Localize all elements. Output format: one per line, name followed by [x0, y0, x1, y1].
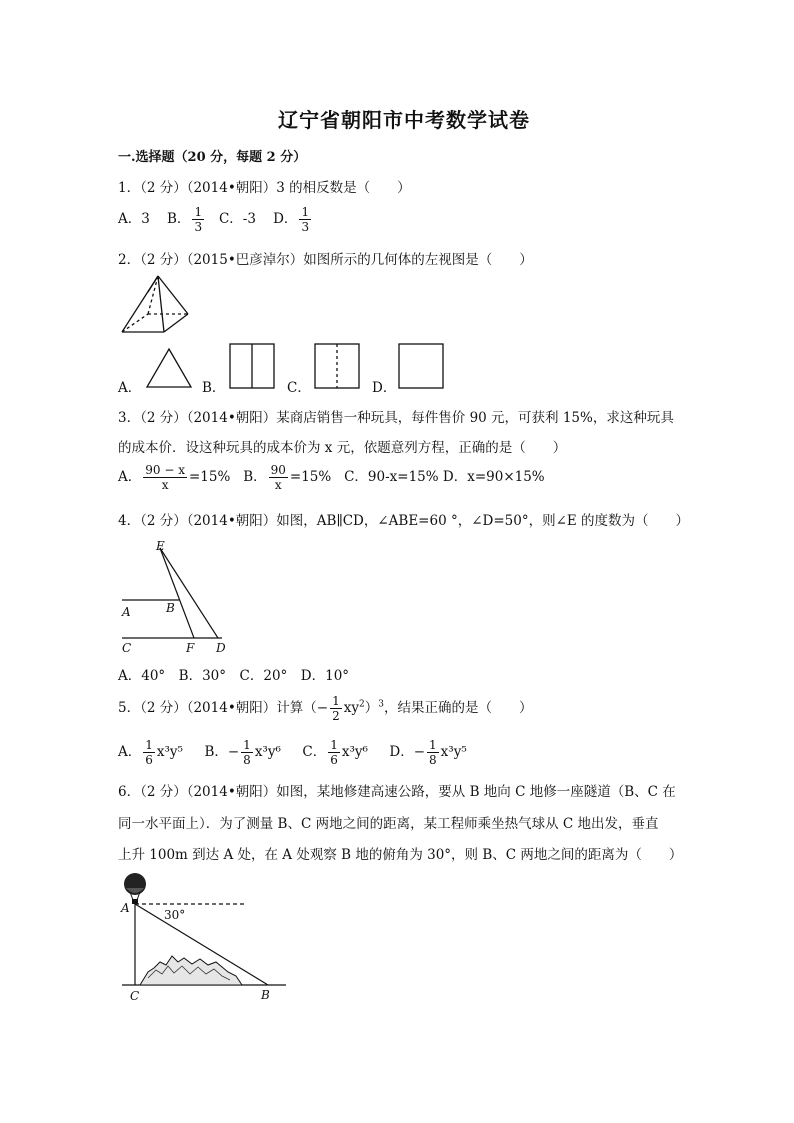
q3-b-fraction: $\frac{90}{x}$ — [270, 463, 286, 492]
q4-stem: 4．（2 分）（2014•朝阳）如图，AB∥CD，∠ABE=60 °，∠D=50°，则∠E 的度数为（ ） — [118, 513, 690, 529]
label-C: C — [130, 989, 140, 1003]
q5-stem: 5．（2 分）（2014•朝阳）计算（− $\frac{1}{2}$ $xy^2)^3$，结果正确的是（ ） — [118, 694, 533, 723]
q6-balloon-figure — [118, 870, 298, 1005]
q5-c-frac: $\frac{1}{6}$ — [330, 738, 338, 767]
q5-a-frac: $\frac{1}{6}$ — [145, 738, 153, 767]
q2-option-a: A． — [118, 380, 142, 396]
q2-option-b: B． — [202, 380, 226, 396]
q5-option-d: D．− — [389, 744, 426, 760]
q5-option-c: C． — [302, 744, 327, 760]
q3-stem-line1: 3．（2 分）（2014•朝阳）某商店销售一种玩具，每件售价 90 元，可获利 15%，求这种玩具 — [118, 410, 674, 426]
hot-air-balloon-icon — [124, 873, 146, 904]
q2-rect-dashed-line-shape — [313, 342, 363, 390]
q1-option-b: B． — [167, 211, 191, 227]
q5-stem-post: ） — [364, 700, 379, 716]
q2-option-c: C． — [287, 380, 311, 396]
q5-stem-mid: xy — [343, 700, 359, 716]
label-B: B — [166, 601, 175, 615]
q2-rect-plain-shape — [397, 342, 447, 390]
q6-stem-line3: 上升 100m 到达 A 处，在 A 处观察 B 地的俯角为 30°，则 B、C 两地之间的距离为（ ） — [118, 847, 683, 863]
q2-prism-figure — [118, 272, 198, 338]
q3-a-tail: =15% — [188, 469, 231, 485]
label-D: D — [216, 641, 226, 655]
label-B: B — [261, 988, 270, 1002]
label-A: A — [121, 901, 130, 915]
label-A: A — [122, 605, 131, 619]
q5-a-expr: x³y⁵ — [156, 744, 183, 760]
q1-d-fraction: $\frac{1}{3}$ — [301, 205, 310, 234]
q3-option-b: B． — [243, 469, 267, 485]
q3-b-tail: =15% — [289, 469, 332, 485]
q5-options — [118, 738, 467, 767]
q3-a-fraction: $\frac{90 - x}{x}$ — [145, 463, 185, 492]
q1-stem: 1．（2 分）（2014•朝阳）3 的相反数是（ ） — [118, 180, 411, 196]
q6-stem-line2: 同一水平面上）．为了测量 B、C 两地之间的距离，某工程师乘坐热气球从 C 地出发，垂直 — [118, 816, 659, 832]
q3-stem-line2: 的成本价．设这种玩具的成本价为 x 元，依题意列方程，正确的是（ ） — [118, 440, 567, 456]
q1-options — [118, 205, 313, 234]
q1-b-fraction: $\frac{1}{3}$ — [194, 205, 203, 234]
label-C: C — [122, 641, 132, 655]
q2-triangle-shape — [144, 346, 194, 390]
q4-options: A．40° B．30° C．20° D．10° — [118, 668, 350, 684]
label-F: F — [186, 641, 195, 655]
section-heading: 一.选择题（20 分，每题 2 分） — [118, 150, 307, 165]
q2-stem: 2．（2 分）（2015•巴彦淖尔）如图所示的几何体的左视图是（ ） — [118, 252, 533, 268]
q1-option-c: C．-3 — [218, 211, 256, 227]
q5-option-b: B．− — [204, 744, 240, 760]
q1-option-a: A．3 — [118, 211, 150, 227]
q3-option-a: A． — [118, 469, 142, 485]
page-title: 辽宁省朝阳市中考数学试卷 — [278, 108, 530, 132]
q5-frac: $\frac{1}{2}$ — [332, 694, 340, 723]
q3-options — [118, 463, 545, 492]
angle-label: 30° — [164, 908, 186, 922]
q5-stem-tail: ，结果正确的是（ ） — [383, 700, 533, 716]
q5-stem-pre: 5．（2 分）（2014•朝阳）计算（− — [118, 700, 329, 716]
q5-c-expr: x³y⁶ — [341, 744, 368, 760]
label-E: E — [156, 539, 165, 553]
q6-stem-line1: 6．（2 分）（2014•朝阳）如图，某地修建高速公路，要从 B 地向 C 地修一座隧道（B、C 在 — [118, 784, 676, 800]
q4-parallel-lines-figure — [118, 536, 238, 656]
q5-option-a: A． — [118, 744, 142, 760]
q1-option-d: D． — [273, 211, 298, 227]
q3-option-d: D．x=90×15% — [442, 469, 545, 485]
q5-b-frac: $\frac{1}{8}$ — [243, 738, 251, 767]
q5-d-expr: x³y⁵ — [440, 744, 467, 760]
q3-option-c: C．90-x=15% — [344, 469, 439, 485]
q5-d-frac: $\frac{1}{8}$ — [429, 738, 437, 767]
q2-rect-solid-line-shape — [228, 342, 278, 390]
q5-b-expr: x³y⁶ — [254, 744, 281, 760]
q2-option-d: D． — [372, 380, 397, 396]
